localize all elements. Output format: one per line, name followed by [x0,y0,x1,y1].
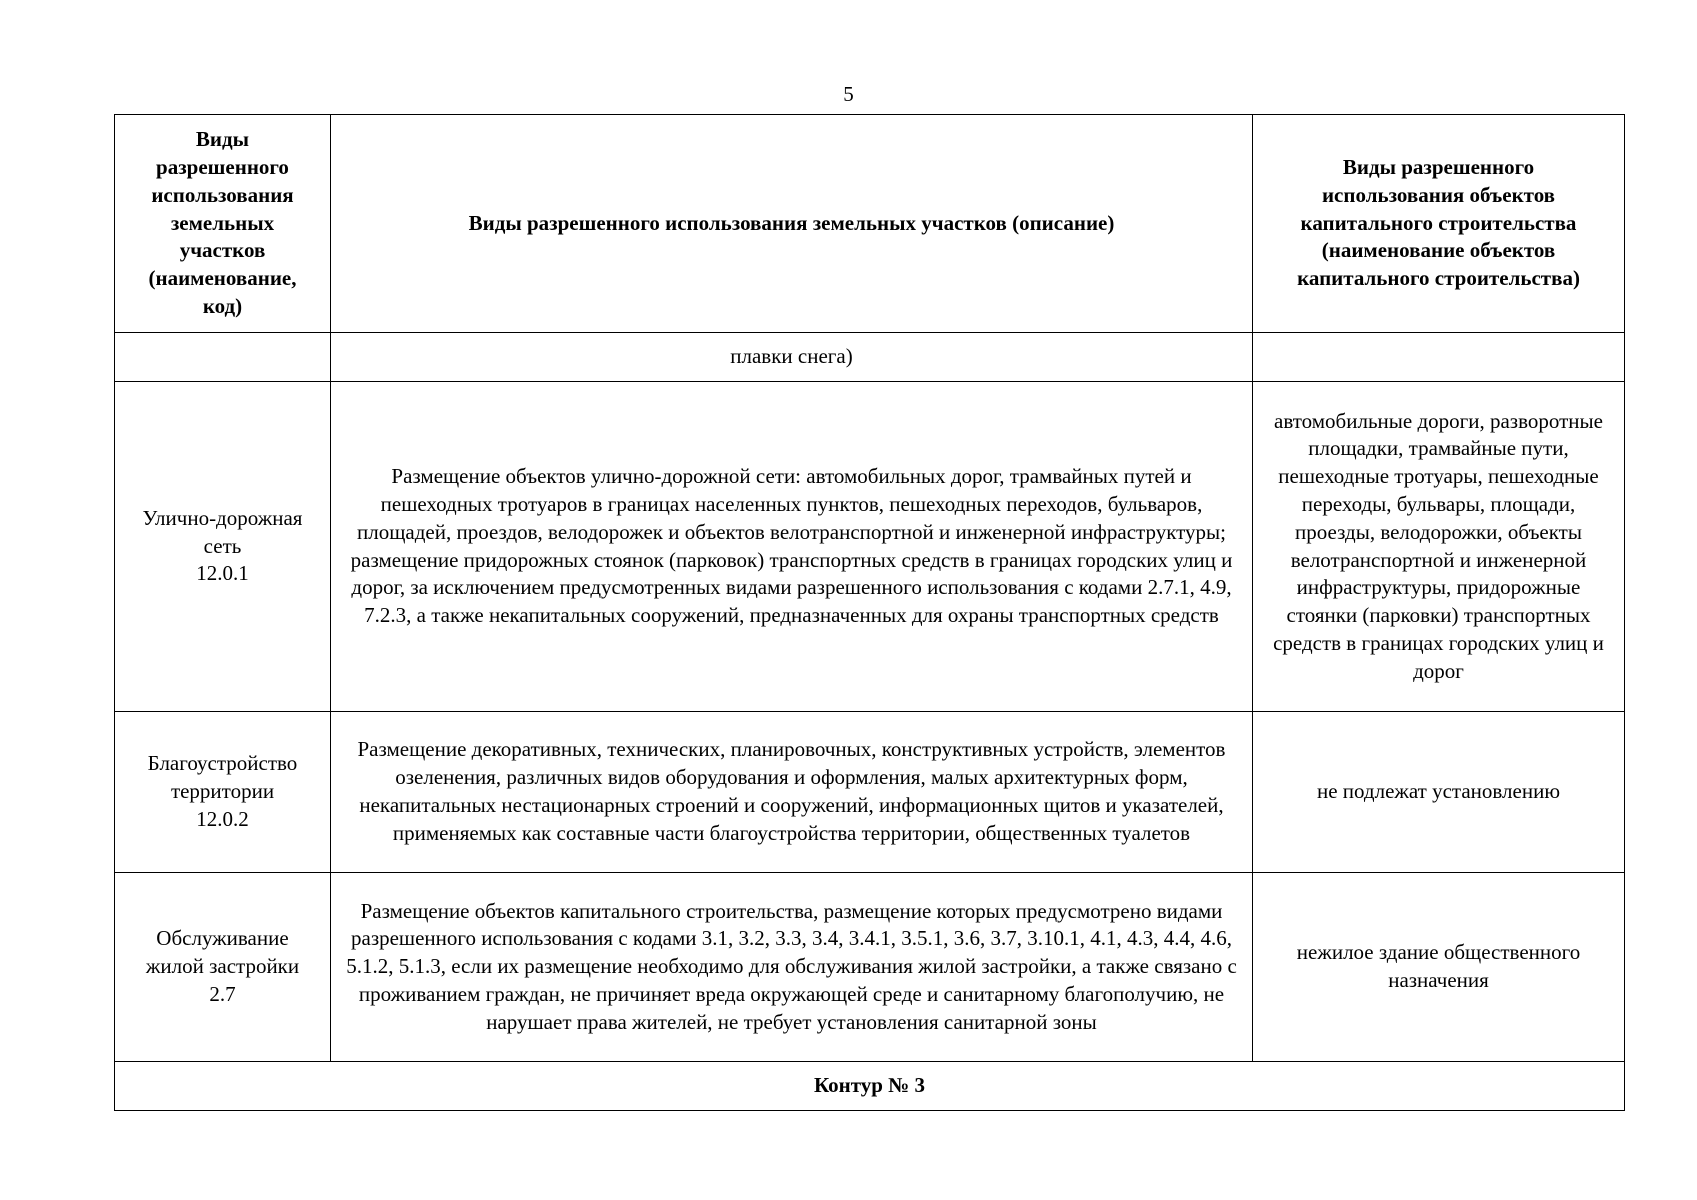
table-row [115,873,1625,1062]
land-use-name: Благоустройство территории [147,751,298,804]
cell-objects: не подлежат установлению [1253,712,1625,873]
cell-land-use-name [115,712,331,873]
header-land-use-name: Виды разрешенного использования земельных участков (наименование, код) [115,115,331,333]
cell-description: Размещение декоративных, технических, планировочных, конструктивных устройств, элементов озеленения, различных видов оборудования и оформления, малых архитектурных форм, некапитальных нестационарных строений и сооружений, информационных щитов и указателей, применяемых как составные части благоустройства территории, общественных туалетов [331,712,1253,873]
cell-description: Размещение объектов капитального строительства, размещение которых предусмотрено видами разрешенного использования с кодами 3.1, 3.2, 3.3, 3.4, 3.4.1, 3.5.1, 3.6, 3.7, 3.10.1, 4.1, 4.3, 4.4, 4.6, 5.1.2, 5.1.3, если их размещение необходимо для обслуживания жилой застройки, а также связано с проживанием граждан, не причиняет вреда окружающей среде и санитарному благополучию, не нарушает права жителей, не требует установления санитарной зоны [331,873,1253,1062]
cell-land-use-name [115,382,331,712]
land-use-code: 2.7 [209,981,236,1006]
page-number: 5 [843,82,854,106]
land-use-name: Улично-дорожная сеть [142,505,303,558]
cell-description: Размещение объектов улично-дорожной сети: автомобильных дорог, трамвайных путей и пешеходных тротуаров в границах населенных пунктов, пешеходных переходов, бульваров, площадей, проездов, велодорожек и объектов велотранспортной и инженерной инфраструктуры; размещение придорожных стоянок (парковок) транспортных средств в границах городских улиц и дорог, за исключением предусмотренных видами разрешенного использования с кодами 2.7.1, 4.9, 7.2.3, а также некапитальных сооружений, предназначенных для охраны транспортных средств [331,382,1253,712]
cell-objects: нежилое здание общественного назначения [1253,873,1625,1062]
cell-land-use-name [115,333,331,382]
header-land-use-description: Виды разрешенного использования земельных участков (описание) [331,115,1253,333]
header-construction-objects: Виды разрешенного использования объектов капитального строительства (наименование объектов капитального строительства) [1253,115,1625,333]
table-row [115,333,1625,382]
land-use-code: 12.0.1 [196,561,249,586]
section-row [115,1062,1625,1111]
table-row [115,712,1625,873]
cell-objects: автомобильные дороги, разворотные площадки, трамвайные пути, пешеходные тротуары, пешеходные переходы, бульвары, площади, проезды, велодорожки, объекты велотранспортной и инженерной инфраструктуры, придорожные стоянки (парковки) транспортных средств в границах городских улиц и дорог [1253,382,1625,712]
land-use-name: Обслуживание жилой застройки [145,926,300,979]
table-row [115,382,1625,712]
cell-land-use-name [115,873,331,1062]
cell-objects [1253,333,1625,382]
cell-description: плавки снега) [331,333,1253,382]
land-use-table [114,114,1625,1111]
table-header-row [115,115,1625,333]
land-use-code: 12.0.2 [196,806,249,831]
section-label: Контур № 3 [115,1062,1625,1111]
